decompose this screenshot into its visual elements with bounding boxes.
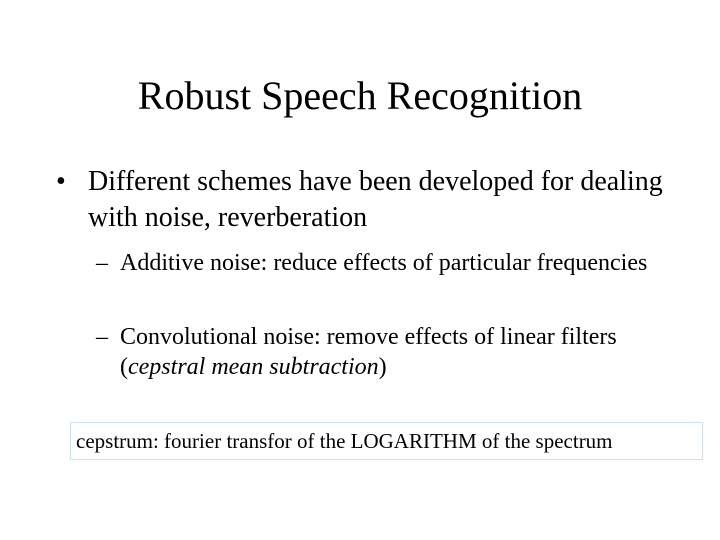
bullet-text: Different schemes have been developed for dealing with noise, reverberation — [88, 166, 663, 233]
sub-bullet-text: Additive noise: reduce effects of particular frequencies — [120, 250, 648, 276]
sub-bullet-convolutional-noise — [96, 322, 676, 382]
bullet-marker: • — [56, 166, 66, 197]
sub-bullet-marker: – — [96, 250, 108, 276]
sub-bullet-text-italic: cepstral mean subtraction — [128, 354, 379, 380]
sub-bullet-text-before: Convolutional noise: remove effects of linear filters ( — [120, 324, 617, 380]
sub-bullet-text-after: ) — [378, 354, 387, 380]
sub-bullet-additive-noise — [96, 248, 676, 278]
cepstrum-note-box: cepstrum: fourier transfor of the LOGARITHM of the spectrum — [70, 422, 703, 460]
slide-title: Robust Speech Recognition — [137, 73, 583, 118]
bullet-item — [56, 164, 696, 236]
sub-bullet-marker: – — [96, 324, 108, 350]
sub-bullet-text — [120, 322, 676, 382]
